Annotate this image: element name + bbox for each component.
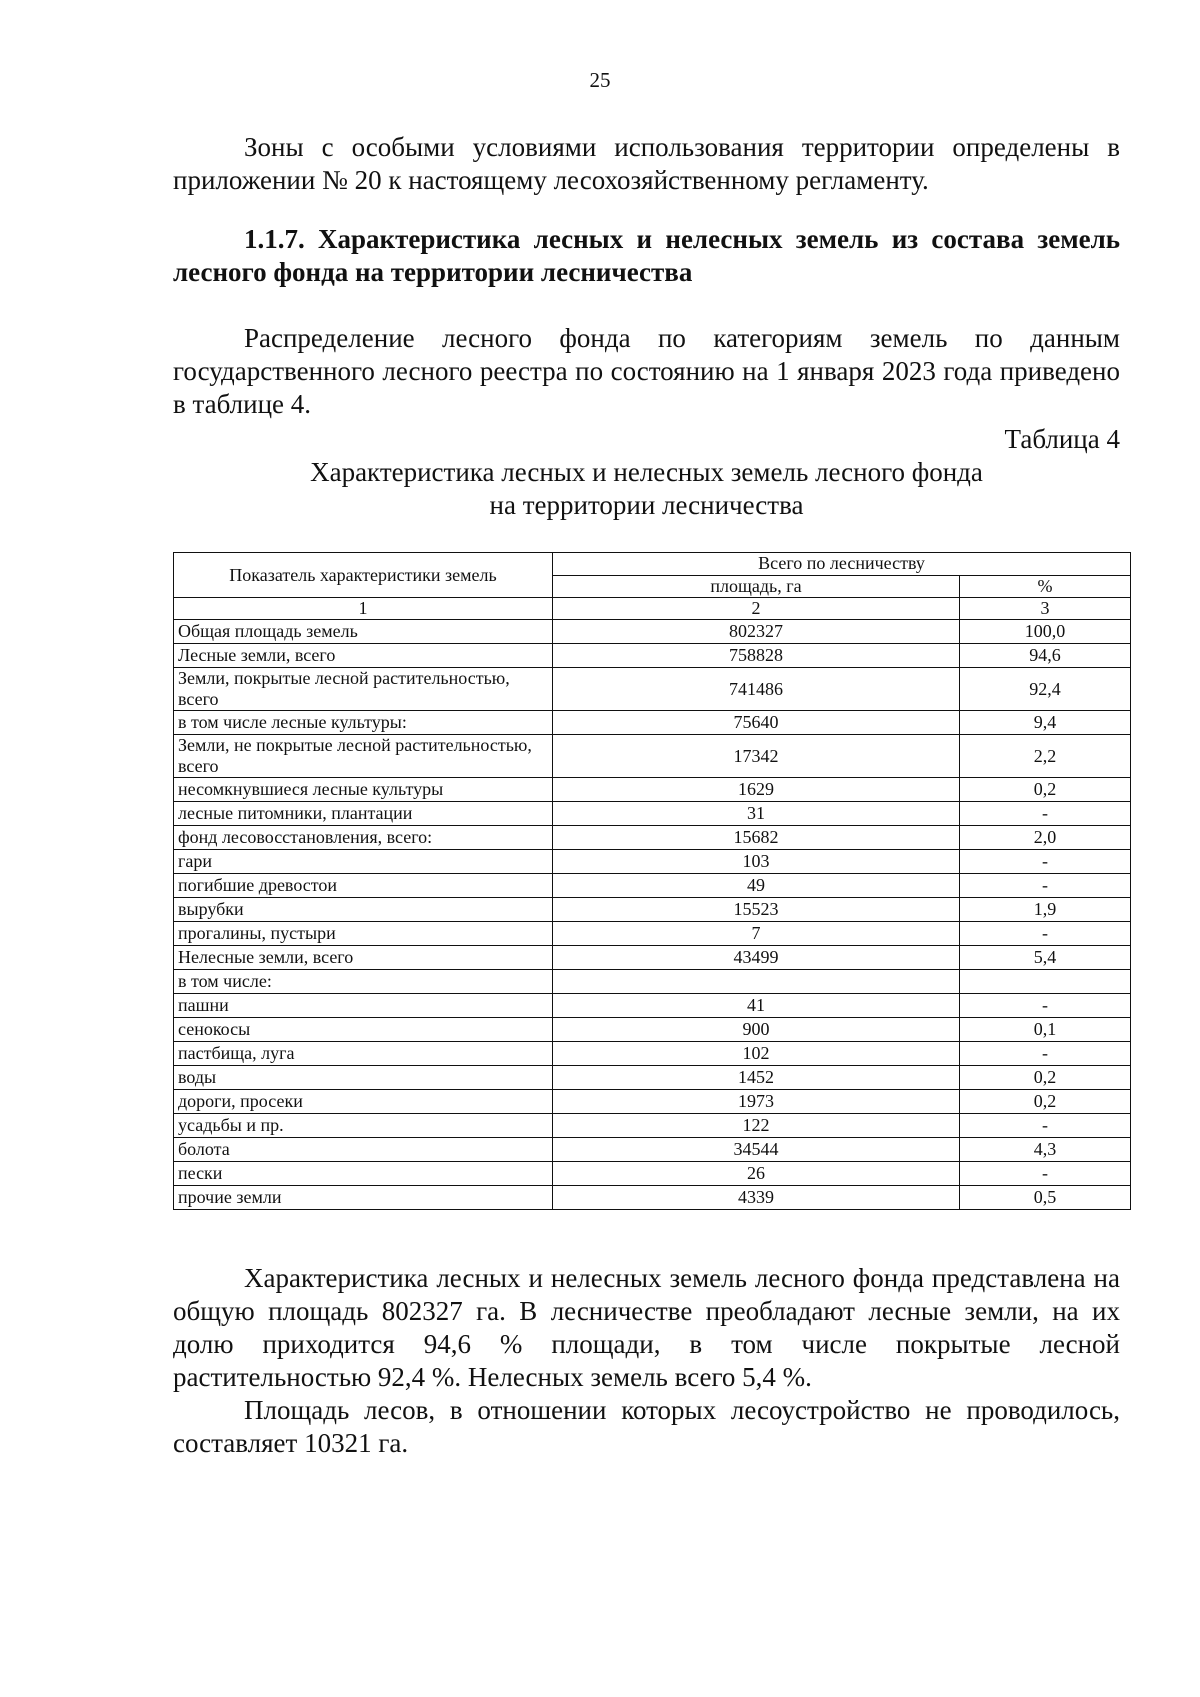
table-row	[174, 620, 1131, 644]
row-percent: -	[960, 922, 1131, 946]
row-area: 43499	[553, 946, 960, 970]
row-percent: -	[960, 994, 1131, 1018]
row-label: Общая площадь земель	[174, 620, 553, 644]
table-row	[174, 802, 1131, 826]
table-label: Таблица 4	[1004, 424, 1120, 454]
row-percent: -	[960, 1114, 1131, 1138]
header-indicator: Показатель характеристики земель	[174, 553, 553, 598]
row-percent: 0,2	[960, 1066, 1131, 1090]
row-percent: -	[960, 1162, 1131, 1186]
table-row	[174, 922, 1131, 946]
row-area: 802327	[553, 620, 960, 644]
row-percent: -	[960, 874, 1131, 898]
row-label: в том числе лесные культуры:	[174, 711, 553, 735]
section-heading: 1.1.7. Характеристика лесных и нелесных земель из состава земель лесного фонда на территории лесничества	[173, 224, 1120, 287]
row-label: Лесные земли, всего	[174, 644, 553, 668]
table-row	[174, 970, 1131, 994]
row-percent: 100,0	[960, 620, 1131, 644]
row-area: 75640	[553, 711, 960, 735]
row-area: 15682	[553, 826, 960, 850]
row-area: 900	[553, 1018, 960, 1042]
row-percent: 0,2	[960, 1090, 1131, 1114]
row-area: 122	[553, 1114, 960, 1138]
intro-paragraph: Зоны с особыми условиями использования территории определены в приложении № 20 к настоящему лесохозяйственному регламенту.	[173, 132, 1120, 195]
table-row	[174, 1066, 1131, 1090]
table-row	[174, 711, 1131, 735]
row-percent: 2,0	[960, 826, 1131, 850]
column-number: 3	[960, 598, 1131, 620]
row-area: 17342	[553, 735, 960, 778]
header-percent: %	[960, 575, 1131, 598]
page-number: 25	[589, 68, 611, 92]
table-row	[174, 668, 1131, 711]
table-row	[174, 874, 1131, 898]
row-label: Земли, покрытые лесной растительностью, всего	[174, 668, 553, 711]
row-percent: 1,9	[960, 898, 1131, 922]
table-row	[174, 735, 1131, 778]
row-percent: -	[960, 850, 1131, 874]
distribution-paragraph: Распределение лесного фонда по категориям земель по данным государственного лесного реестра по состоянию на 1 января 2023 года приведено в таблице 4.	[173, 323, 1120, 419]
table-row	[174, 850, 1131, 874]
row-percent: 4,3	[960, 1138, 1131, 1162]
row-area: 1973	[553, 1090, 960, 1114]
table-row	[174, 1114, 1131, 1138]
table-title	[173, 456, 1120, 522]
row-label: вырубки	[174, 898, 553, 922]
table-row	[174, 1138, 1131, 1162]
unsurveyed-paragraph: Площадь лесов, в отношении которых лесоустройство не проводилось, составляет 10321 га.	[173, 1395, 1120, 1458]
row-area: 31	[553, 802, 960, 826]
row-label: воды	[174, 1066, 553, 1090]
row-label: в том числе:	[174, 970, 553, 994]
row-percent: 0,2	[960, 778, 1131, 802]
row-area: 1629	[553, 778, 960, 802]
summary-paragraph: Характеристика лесных и нелесных земель лесного фонда представлена на общую площадь 802327 га. В лесничестве преобладают лесные земли, на их долю приходится 94,6 % площади, в том числе покрытые лесной растительностью 92,4 %. Нелесных земель всего 5,4 %.	[173, 1263, 1120, 1392]
land-characteristics-table	[173, 552, 1131, 1210]
column-number: 2	[553, 598, 960, 620]
row-percent: 94,6	[960, 644, 1131, 668]
table-body	[174, 620, 1131, 1210]
row-label: дороги, просеки	[174, 1090, 553, 1114]
table-row	[174, 1162, 1131, 1186]
row-percent: 2,2	[960, 735, 1131, 778]
row-area: 49	[553, 874, 960, 898]
table-row	[174, 994, 1131, 1018]
row-label: сенокосы	[174, 1018, 553, 1042]
row-label: прочие земли	[174, 1186, 553, 1210]
table-row	[174, 1090, 1131, 1114]
row-label: фонд лесовосстановления, всего:	[174, 826, 553, 850]
row-area: 1452	[553, 1066, 960, 1090]
row-percent: 0,5	[960, 1186, 1131, 1210]
table-title-line2: на территории лесничества	[489, 490, 804, 520]
table-title-line1: Характеристика лесных и нелесных земель лесного фонда	[310, 457, 983, 487]
row-percent	[960, 970, 1131, 994]
row-percent: 0,1	[960, 1018, 1131, 1042]
table-row	[174, 946, 1131, 970]
row-label: болота	[174, 1138, 553, 1162]
table-row	[174, 1018, 1131, 1042]
table-row	[174, 898, 1131, 922]
row-label: погибшие древостои	[174, 874, 553, 898]
row-percent: 5,4	[960, 946, 1131, 970]
row-label: Земли, не покрытые лесной растительностью, всего	[174, 735, 553, 778]
row-percent: 9,4	[960, 711, 1131, 735]
row-area: 741486	[553, 668, 960, 711]
row-area: 4339	[553, 1186, 960, 1210]
row-area: 41	[553, 994, 960, 1018]
row-label: пашни	[174, 994, 553, 1018]
row-area: 758828	[553, 644, 960, 668]
row-area: 26	[553, 1162, 960, 1186]
table-row	[174, 1042, 1131, 1066]
row-label: усадьбы и пр.	[174, 1114, 553, 1138]
row-area: 15523	[553, 898, 960, 922]
row-label: несомкнувшиеся лесные культуры	[174, 778, 553, 802]
row-label: прогалины, пустыри	[174, 922, 553, 946]
row-label: Нелесные земли, всего	[174, 946, 553, 970]
row-area: 102	[553, 1042, 960, 1066]
row-percent: -	[960, 1042, 1131, 1066]
row-percent: -	[960, 802, 1131, 826]
row-area	[553, 970, 960, 994]
table-row	[174, 826, 1131, 850]
column-number: 1	[174, 598, 553, 620]
row-label: гари	[174, 850, 553, 874]
row-area: 103	[553, 850, 960, 874]
table-row	[174, 778, 1131, 802]
row-area: 34544	[553, 1138, 960, 1162]
row-percent: 92,4	[960, 668, 1131, 711]
header-area: площадь, га	[553, 575, 960, 598]
row-label: лесные питомники, плантации	[174, 802, 553, 826]
row-label: пески	[174, 1162, 553, 1186]
table-row	[174, 1186, 1131, 1210]
row-label: пастбища, луга	[174, 1042, 553, 1066]
table-row	[174, 644, 1131, 668]
header-total: Всего по лесничеству	[553, 553, 1131, 576]
row-area: 7	[553, 922, 960, 946]
